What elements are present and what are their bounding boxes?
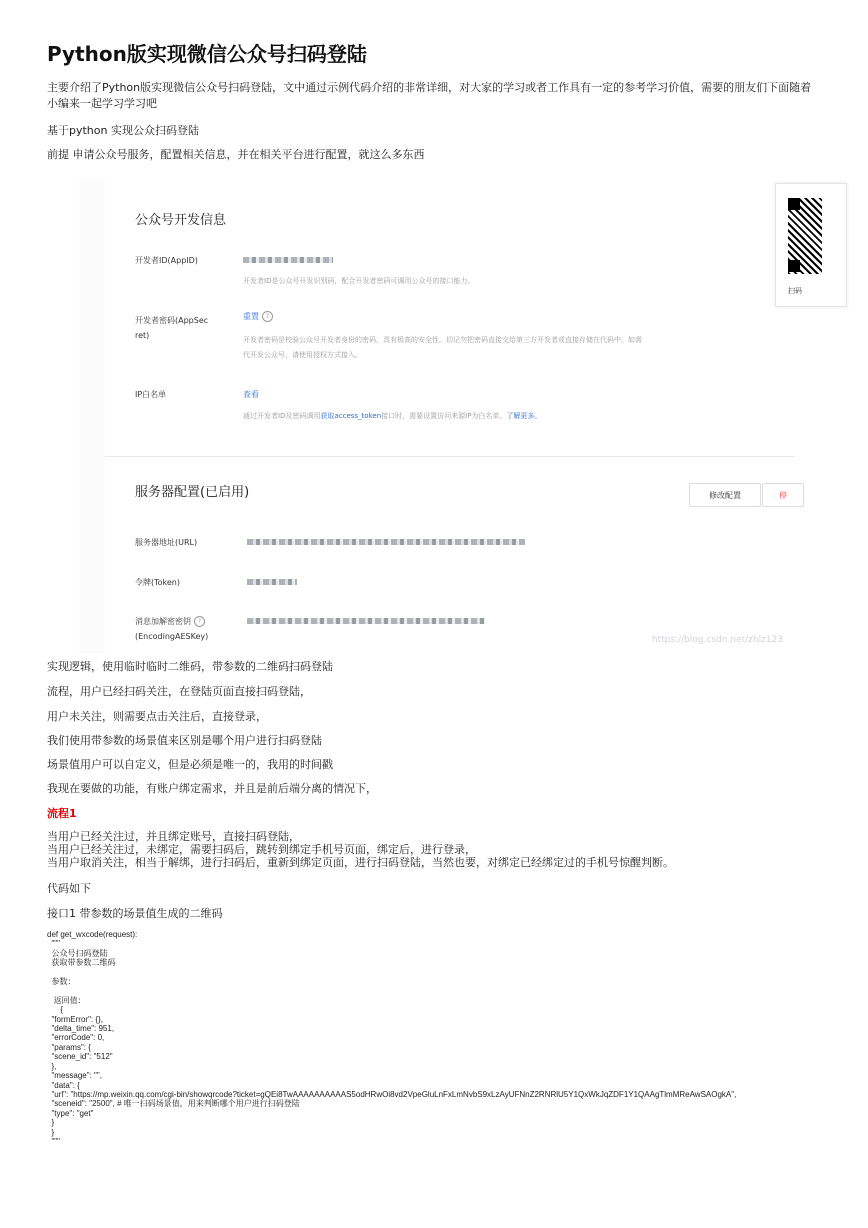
page-title: Python版实现微信公众号扫码登陆 bbox=[47, 42, 367, 66]
learn-more-link[interactable]: 了解更多。 bbox=[506, 412, 542, 420]
aes-key-value-blurred bbox=[247, 618, 485, 624]
paragraph: 前提 申请公众号服务，配置相关信息，并在相关平台进行配置，就这么多东西 bbox=[47, 148, 425, 161]
appid-label: 开发者ID(AppID) bbox=[135, 256, 198, 265]
code-block: def get_wxcode(request): """ 公众号扫码登陆 获取带参数二维码 参数： 返回值： { "formError": {}, "delta_time": 951, "errorCode": 0, "params": { "scene_id": "512" }, "message": "", "data": { "url": "https://mp.weixin.qq.com/cgi-bin/showqrcode?ticket=gQEi8TwAAAAAAAAAAS5odHRwOi8vd2VpeGluLnFxLmNvbS9xLzAyUFNnZ2RNRlU5Y1QxWkJqZDF1Y1QAAgTlmMReAwSAOgkA", "sceneid": "2500", # 唯一扫码场景值，用来判断哪个用户进行扫码登陆 "type": "get" } } """ bbox=[47, 930, 737, 1146]
help-icon[interactable]: ? bbox=[194, 616, 205, 627]
edit-config-button[interactable]: 修改配置 bbox=[689, 483, 761, 507]
wechat-config-screenshot bbox=[79, 180, 802, 653]
intro-paragraph: 主要介绍了Python版实现微信公众号扫码登陆，文中通过示例代码介绍的非常详细，对大家的学习或者工作具有一定的参考学习价值，需要的朋友们下面随着小编来一起学习学习吧 bbox=[47, 81, 812, 110]
paragraph: 流程，用户已经扫码关注，在登陆页面直接扫码登陆， bbox=[47, 685, 311, 698]
ip-whitelist-label: IP白名单 bbox=[135, 390, 167, 399]
reset-secret-label: 重置 bbox=[243, 312, 259, 321]
help-icon[interactable]: ? bbox=[262, 311, 273, 322]
appid-description: 开发者ID是公众号开发识别码，配合开发者密码可调用公众号的接口能力。 bbox=[243, 277, 475, 285]
ip-desc-text: 通过开发者ID及密码调用 bbox=[243, 412, 321, 420]
paragraph: 我们使用带参数的场景值来区别是哪个用户进行扫码登陆 bbox=[47, 734, 322, 747]
paragraph: 代码如下 bbox=[47, 882, 91, 895]
paragraph: 用户未关注，则需要点击关注后，直接登录， bbox=[47, 710, 267, 723]
section-divider bbox=[105, 456, 795, 457]
flow-line: 当用户已经关注过，并且绑定账号，直接扫码登陆， bbox=[47, 830, 300, 843]
secret-description-cont: 代开发公众号，请使用授权方式接入。 bbox=[243, 351, 362, 359]
flow-line: 当用户取消关注，相当于解绑，进行扫码后，重新到绑定页面，进行扫码登陆，当然也要，对绑定已经绑定过的手机号惊醒判断。 bbox=[47, 856, 674, 869]
section-title-server-config: 服务器配置(已启用) bbox=[135, 485, 250, 500]
section-title-dev-info: 公众号开发信息 bbox=[135, 213, 227, 228]
secret-label-cont: ret) bbox=[135, 331, 150, 340]
aes-key-label bbox=[135, 616, 205, 627]
ip-desc-text-2: 接口时，需要设置访问来源IP为白名单。 bbox=[381, 412, 507, 420]
secret-label: 开发者密码(AppSec bbox=[135, 316, 209, 325]
access-token-link[interactable]: 获取access_token bbox=[320, 412, 382, 420]
qr-code-image bbox=[788, 198, 822, 274]
paragraph: 基于python 实现公众扫码登陆 bbox=[47, 124, 199, 137]
watermark: https://blog.csdn.net/zhlz123 bbox=[651, 635, 783, 645]
disable-button[interactable]: 停 bbox=[762, 483, 804, 507]
server-url-label: 服务器地址(URL) bbox=[135, 538, 198, 547]
flow-heading: 流程1 bbox=[47, 807, 77, 820]
qr-caption: 扫码 bbox=[788, 287, 802, 295]
token-value-blurred bbox=[247, 579, 297, 585]
flow-line: 当用户已经关注过，未绑定，需要扫码后，跳转到绑定手机号页面，绑定后，进行登录， bbox=[47, 843, 476, 856]
paragraph: 实现逻辑，使用临时临时二维码，带参数的二维码扫码登陆 bbox=[47, 660, 333, 673]
secret-description: 开发者密码是校验公众号开发者身份的密码，具有极高的安全性。切记勿把密码直接交给第三方开发者或直接存储在代码中。如需 bbox=[243, 336, 642, 344]
token-label: 令牌(Token) bbox=[135, 578, 181, 587]
view-ip-link[interactable]: 查看 bbox=[243, 390, 259, 399]
paragraph: 场景值用户可以自定义，但是必须是唯一的，我用的时间戳 bbox=[47, 758, 333, 771]
ip-description bbox=[243, 411, 541, 421]
qr-code-card bbox=[775, 183, 847, 307]
aes-key-label-text: 消息加解密密钥 bbox=[135, 617, 191, 626]
paragraph: 我现在要做的功能，有账户绑定需求，并且是前后端分离的情况下， bbox=[47, 782, 377, 795]
server-url-value-blurred bbox=[247, 539, 525, 545]
reset-secret-link[interactable] bbox=[243, 311, 273, 322]
paragraph: 接口1 带参数的场景值生成的二维码 bbox=[47, 907, 223, 920]
appid-value-blurred bbox=[243, 257, 333, 263]
aes-key-label-cont: (EncodingAESKey) bbox=[135, 632, 209, 641]
